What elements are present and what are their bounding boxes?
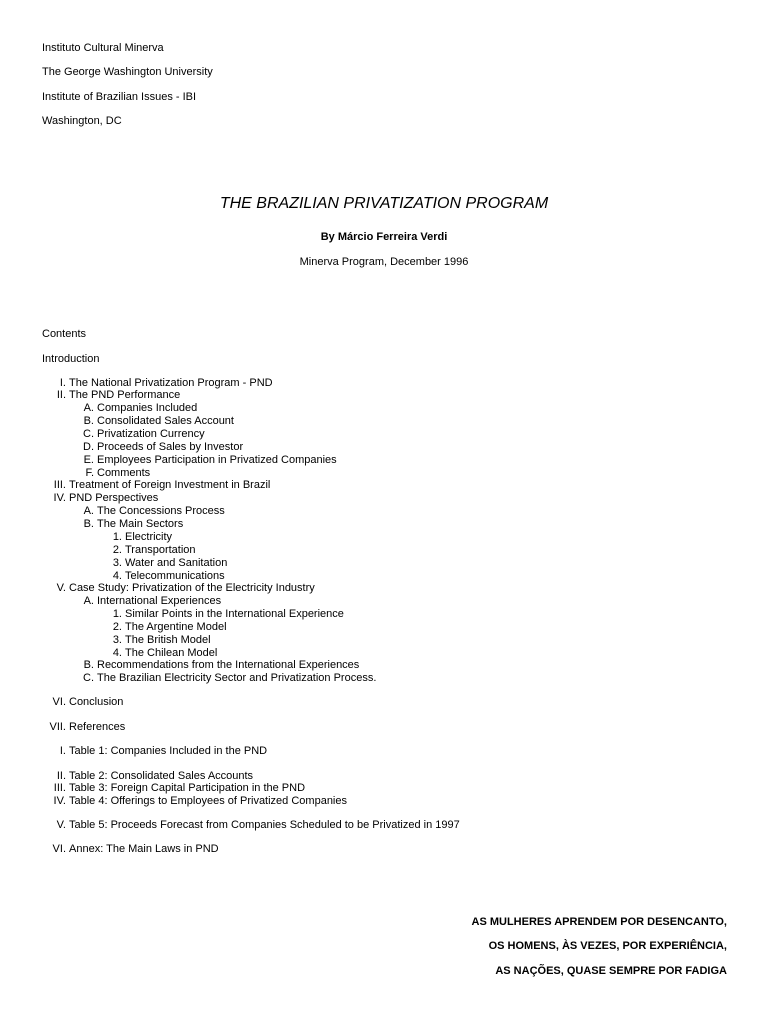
toc-item-number: VI. xyxy=(52,843,66,855)
toc-item-label[interactable]: The British Model xyxy=(125,634,211,646)
toc-item-number: B. xyxy=(83,415,94,427)
toc-item-number: III. xyxy=(53,479,66,491)
toc-item-number: B. xyxy=(83,518,94,530)
toc-item-label[interactable]: The PND Performance xyxy=(69,389,181,401)
toc-item-label[interactable]: The Argentine Model xyxy=(125,621,227,633)
toc-item-number: 4. xyxy=(112,570,122,582)
toc-item-number: II. xyxy=(56,770,66,782)
toc-item-number: I. xyxy=(59,377,66,389)
institution-line: Institute of Brazilian Issues - IBI xyxy=(42,91,197,103)
toc-item-label[interactable]: The Concessions Process xyxy=(97,505,225,517)
toc-item-label[interactable]: Companies Included xyxy=(97,402,198,414)
toc-item[interactable] xyxy=(0,819,768,832)
toc-item-number: A. xyxy=(83,505,94,517)
toc-item-number: C. xyxy=(83,428,94,440)
introduction-link[interactable]: Introduction xyxy=(42,353,100,365)
epigraph-line: OS HOMENS, ÀS VEZES, POR EXPERIÊNCIA, xyxy=(488,940,727,952)
toc-item[interactable] xyxy=(0,672,768,685)
author-line: By Márcio Ferreira Verdi xyxy=(320,231,448,243)
toc-item-number: 4. xyxy=(112,647,122,659)
toc-item[interactable] xyxy=(0,696,768,709)
toc-item[interactable] xyxy=(0,557,768,570)
toc-item-number: 2. xyxy=(112,621,122,633)
contents-heading: Contents xyxy=(42,328,87,340)
toc-item-number: III. xyxy=(53,782,66,794)
toc-item[interactable] xyxy=(0,745,768,758)
toc-item-number: II. xyxy=(56,389,66,401)
toc-item-number: A. xyxy=(83,595,94,607)
toc-item[interactable] xyxy=(0,415,768,428)
toc-item-label[interactable]: Employees Participation in Privatized Companies xyxy=(97,454,337,466)
toc-item[interactable] xyxy=(0,389,768,402)
toc-item-number: C. xyxy=(83,672,94,684)
toc-item-label[interactable]: Privatization Currency xyxy=(97,428,205,440)
toc-item-number: V. xyxy=(56,819,66,831)
toc-item[interactable] xyxy=(0,721,768,734)
toc-item[interactable] xyxy=(0,505,768,518)
toc-item-label[interactable]: The National Privatization Program - PND xyxy=(69,377,273,389)
toc-item-label[interactable]: Comments xyxy=(97,467,151,479)
toc-item[interactable] xyxy=(0,782,768,795)
toc-item-label[interactable]: Water and Sanitation xyxy=(125,557,228,569)
toc-item-number: IV. xyxy=(53,795,66,807)
toc-item-number: 1. xyxy=(112,608,122,620)
toc-item-label[interactable]: Consolidated Sales Account xyxy=(97,415,234,427)
toc-item-label[interactable]: Telecommunications xyxy=(125,570,225,582)
toc-item-label[interactable]: Case Study: Privatization of the Electricity Industry xyxy=(69,582,315,594)
toc-item[interactable] xyxy=(0,428,768,441)
toc-item[interactable] xyxy=(0,479,768,492)
toc-item-number: 2. xyxy=(112,544,122,556)
institution-line: The George Washington University xyxy=(42,66,213,78)
toc-item-number: VII. xyxy=(49,721,66,733)
epigraph-line: AS NAÇÕES, QUASE SEMPRE POR FADIGA xyxy=(495,965,727,977)
toc-item[interactable] xyxy=(0,544,768,557)
toc-item-label[interactable]: Conclusion xyxy=(69,696,124,708)
toc-item[interactable] xyxy=(0,795,768,808)
toc-item[interactable] xyxy=(0,441,768,454)
toc-item[interactable] xyxy=(0,531,768,544)
toc-item[interactable] xyxy=(0,621,768,634)
toc-item-label[interactable]: Table 1: Companies Included in the PND xyxy=(69,745,268,757)
institution-line: Instituto Cultural Minerva xyxy=(42,42,164,54)
toc-item-label[interactable]: Treatment of Foreign Investment in Brazil xyxy=(69,479,271,491)
toc-item[interactable] xyxy=(0,582,768,595)
toc-item-number: 1. xyxy=(112,531,122,543)
toc-item-number: IV. xyxy=(53,492,66,504)
toc-item-label[interactable]: The Brazilian Electricity Sector and Privatization Process. xyxy=(97,672,377,684)
toc-item-label[interactable]: Proceeds of Sales by Investor xyxy=(97,441,244,453)
toc-item[interactable] xyxy=(0,843,768,856)
toc-item[interactable] xyxy=(0,454,768,467)
toc-item-label[interactable]: Transportation xyxy=(125,544,196,556)
toc-item-number: 3. xyxy=(112,557,122,569)
epigraph-line: AS MULHERES APRENDEM POR DESENCANTO, xyxy=(471,916,727,928)
toc-item[interactable] xyxy=(0,634,768,647)
institution-line: Washington, DC xyxy=(42,115,122,127)
toc-item-label[interactable]: Similar Points in the International Experience xyxy=(125,608,344,620)
toc-item[interactable] xyxy=(0,595,768,608)
toc-item-number: VI. xyxy=(52,696,66,708)
toc-item-label[interactable]: Table 3: Foreign Capital Participation in the PND xyxy=(69,782,306,794)
toc-item-label[interactable]: Electricity xyxy=(125,531,173,543)
program-date: Minerva Program, December 1996 xyxy=(299,256,469,268)
toc-item-number: E. xyxy=(83,454,94,466)
toc-item-number: D. xyxy=(83,441,94,453)
toc-item[interactable] xyxy=(0,659,768,672)
toc-item-label[interactable]: Recommendations from the International Experiences xyxy=(97,659,360,671)
document-title: THE BRAZILIAN PRIVATIZATION PROGRAM xyxy=(219,195,549,212)
toc-item-label[interactable]: References xyxy=(69,721,126,733)
toc-item-number: B. xyxy=(83,659,94,671)
toc-item-number: I. xyxy=(59,745,66,757)
toc-item-number: V. xyxy=(56,582,66,594)
toc-item-number: A. xyxy=(83,402,94,414)
toc-item[interactable] xyxy=(0,402,768,415)
toc-item-number: F. xyxy=(85,467,94,479)
toc-item[interactable] xyxy=(0,492,768,505)
toc-item-label[interactable]: The Main Sectors xyxy=(97,518,184,530)
toc-item-label[interactable]: Table 2: Consolidated Sales Accounts xyxy=(69,770,254,782)
toc-item-label[interactable]: Annex: The Main Laws in PND xyxy=(69,843,219,855)
toc-item-label[interactable]: Table 5: Proceeds Forecast from Companies Scheduled to be Privatized in 1997 xyxy=(69,819,460,831)
toc-item-label[interactable]: PND Perspectives xyxy=(69,492,159,504)
toc-item-number: 3. xyxy=(112,634,122,646)
toc-item[interactable] xyxy=(0,518,768,531)
toc-item-label[interactable]: The Chilean Model xyxy=(125,647,218,659)
toc-item-label[interactable]: International Experiences xyxy=(97,595,222,607)
toc-item-label[interactable]: Table 4: Offerings to Employees of Privatized Companies xyxy=(69,795,347,807)
toc-item[interactable] xyxy=(0,608,768,621)
